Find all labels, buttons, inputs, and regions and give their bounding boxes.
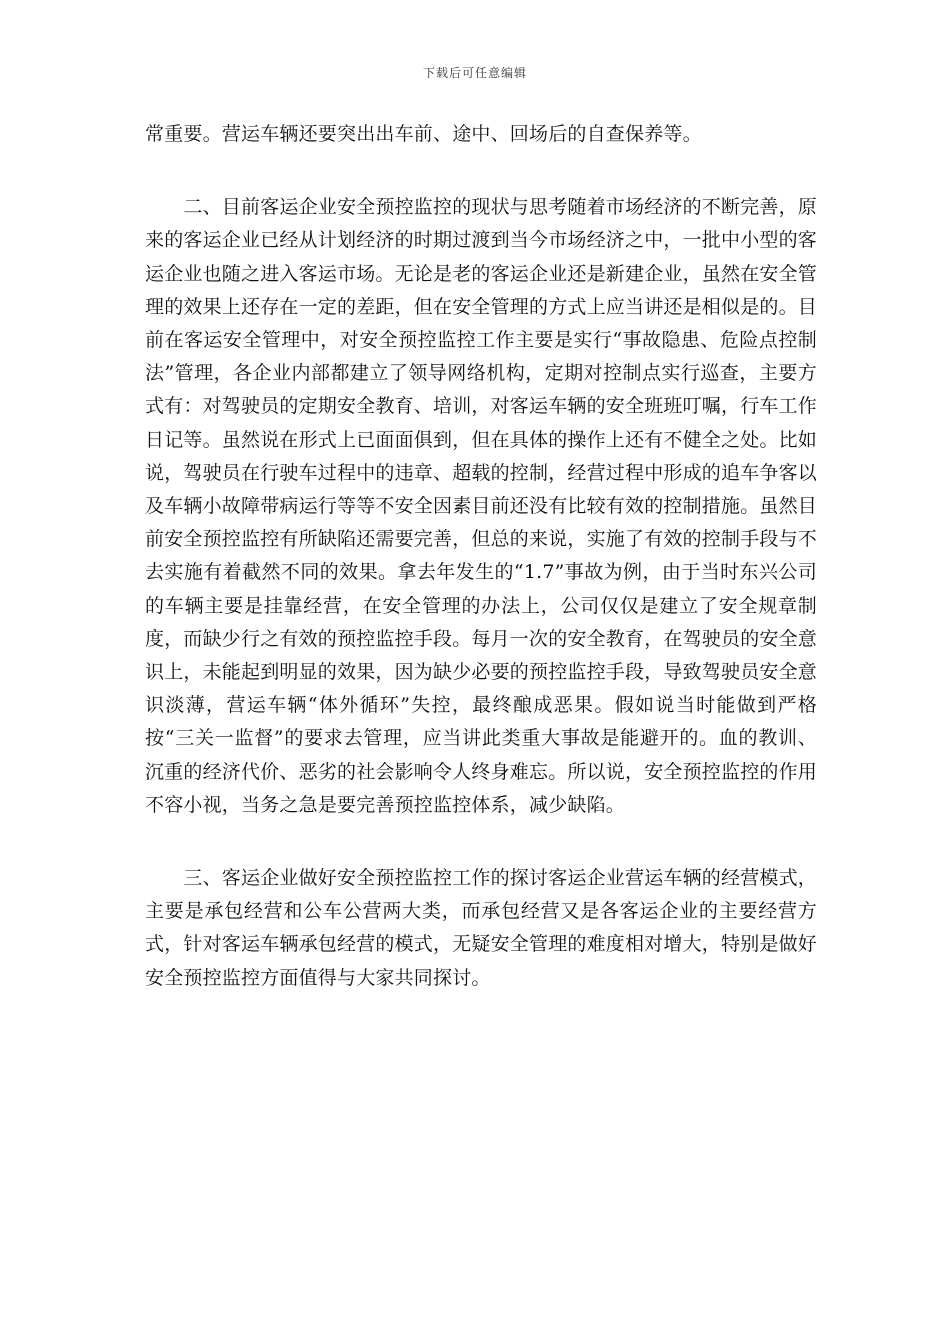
paragraph-continuation: 常重要。营运车辆还要突出出车前、途中、回场后的自查保养等。 [145, 123, 702, 145]
paragraph-section-two: 二、目前客运企业安全预控监控的现状与思考随着市场经济的不断完善，原来的客运企业已经从计划经济的时期过渡到当今市场经济之中，一批中小型的客运企业也随之进入客运市场。无论是老的客运企业还是新建企业，虽然在安全管理的效果上还存在一定的差距，但在安全管理的方式上应当讲还是相似是的。目前在客运安全管理中，对安全预控监控工作主要是实行“事故隐患、危险点控制法”管理，各企业内部都建立了领导网络机构，定期对控制点实行巡查，主要方式有：对驾驶员的定期安全教育、培训，对客运车辆的安全班班叮嘱，行车工作日记等。虽然说在形式上已面面俱到，但在具体的操作上还有不健全之处。比如说，驾驶员在行驶车过程中的违章、超载的控制，经营过程中形成的追车争客以及车辆小故障带病运行等等不安全因素目前还没有比较有效的控制措施。虽然目前安全预控监控有所缺陷还需要完善，但总的来说，实施了有效的控制手段与不去实施有着截然不同的效果。拿去年发生的“1.7”事故为例，由于当时东兴公司的车辆主要是挂靠经营，在安全管理的办法上，公司仅仅是建立了安全规章制度，而缺少行之有效的预控监控手段。每月一次的安全教育，在驾驶员的安全意识上，未能起到明显的效果，因为缺少必要的预控监控手段，导致驾驶员安全意识淡薄，营运车辆“体外循环”失控，最终酿成恶果。假如说当时能做到严格按“三关一监督”的要求去管理，应当讲此类重大事故是能避开的。血的教训、沉重的经济代价、恶劣的社会影响令人终身难忘。所以说，安全预控监控的作用不容小视，当务之急是要完善预控监控体系，减少缺陷。 [145, 196, 818, 816]
page-header: 下载后可任意编辑 [422, 66, 527, 80]
paragraph-section-three: 三、客运企业做好安全预控监控工作的探讨客运企业营运车辆的经营模式，主要是承包经营和公车公营两大类，而承包经营又是各客运企业的主要经营方式，针对客运车辆承包经营的模式，无疑安全管理的难度相对增大，特别是做好安全预控监控方面值得与大家共同探讨。 [145, 867, 818, 989]
document-body [145, 118, 817, 995]
